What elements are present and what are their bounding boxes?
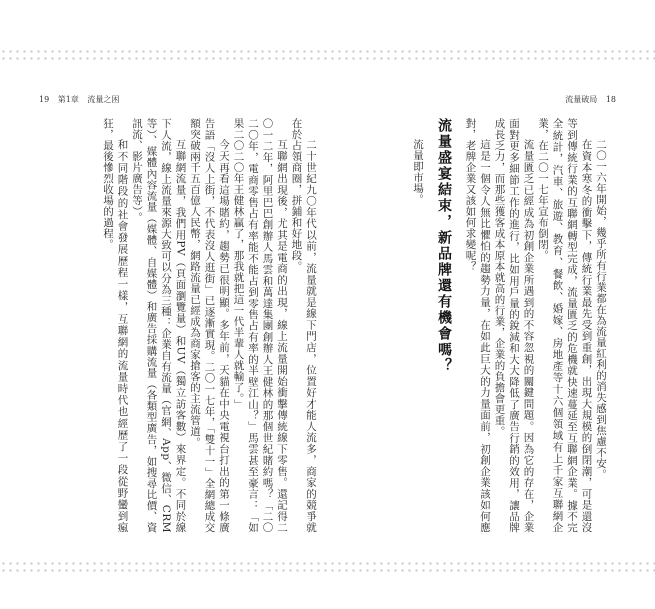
paragraph: 和不同階段的社會發展歷程一樣，互聯網的流量時代也經歷了一段從野蠻到瘋狂，最後慘烈收場的過程。	[102, 118, 129, 533]
paragraph: 二〇一六年開始，幾乎所有行業都在為流量紅利的消失感到焦慮不安。	[595, 139, 607, 480]
decorative-dot-band-top	[0, 48, 655, 62]
chapter-title: 流量之困	[87, 95, 120, 104]
right-page-text	[332, 118, 608, 533]
decorative-dot-band-bottom	[0, 560, 655, 574]
paragraph: 在資本寒冬的衝擊下，傳統行業最先受到重創，出現大規模的倒閉潮，可是還沒等到傳統行業的互聯網轉型完成，流量匱乏的危機就快速蔓延至互聯網企業。據不完全統計，汽車、旅遊、教育、餐飲、婚嫁、房地產等十六個領域有上千家互聯網企業，在二〇一七年宣布倒閉。	[537, 118, 593, 533]
left-page-text	[56, 118, 318, 533]
paragraph: 二十世紀九〇年代以前，流量就是線下門店，位置好才能人流多，商家的競爭就在於占領商圈，拼鋪和好地段。	[290, 118, 317, 533]
left-page-header	[36, 94, 122, 105]
right-page	[332, 118, 608, 533]
paragraph: 這是一個令人無比懼怕的趨勢力量，在如此巨大的力量面前，初創企業該如何應對，老牌企業又該如何求變呢？	[464, 118, 491, 533]
book-title: 流量破局	[565, 95, 598, 104]
right-page-number: 18	[605, 95, 616, 104]
paragraph: 流量即市場。	[412, 139, 424, 205]
left-page	[56, 118, 318, 533]
paragraph: 互聯網出現後，尤其是電商的出現，線上流量開始衝擊傳統線下零售。還記得二〇一二年，阿里巴巴創辦人馬雲和萬達集團創辦人王健林的那個世紀賭約嗎？「二〇二〇年，電商零售占有率能不能占到零售占有率的半壁江山？」馬雲甚至豪言：「如果二〇二〇年王健林贏了，那我就把這一代半輩人就輸了。」	[232, 118, 288, 533]
paragraph: 互聯網流量，我們用PV（頁面瀏覽量）和UV（獨立訪客數）來界定。不同於線下人流，線上流量來源大致可以分為三種：企業自有流量（官網、App、微信、CRM等）、媒體內容流量（媒體、自媒體）和廣告採購流量（各類型廣告，如搜尋比價、資訊流、影片廣告等）。	[131, 118, 187, 533]
paragraph: 流量匱乏已經成為初創企業所遇到的不容忽視的關鍵問題。因為它的存在，企業面對更多細節工作的進行，比如用戶量的銳減和大大降低了廣告行銷的效用，讓品牌成長乏力，而那些獲客成本原本就高的行業，企業的負擔會更重。	[493, 118, 535, 533]
section-heading: 流量盛宴結束，新品牌還有機會嗎？	[436, 118, 452, 374]
paragraph: 今天再看這場賭約，趨勢已很明顯。多年前，天貓在中央電視台打出的第一條廣告語「沒人上街，不代表沒人逛街」已逐漸實現。二〇一七年，「雙十一」全網總成交額突破兩千五百億人民幣，網路流量已經成為商家搶客的主流管道。	[189, 118, 230, 533]
chapter-label: 第1章	[57, 95, 79, 104]
right-page-header	[562, 94, 619, 105]
left-page-number: 19	[39, 95, 50, 104]
